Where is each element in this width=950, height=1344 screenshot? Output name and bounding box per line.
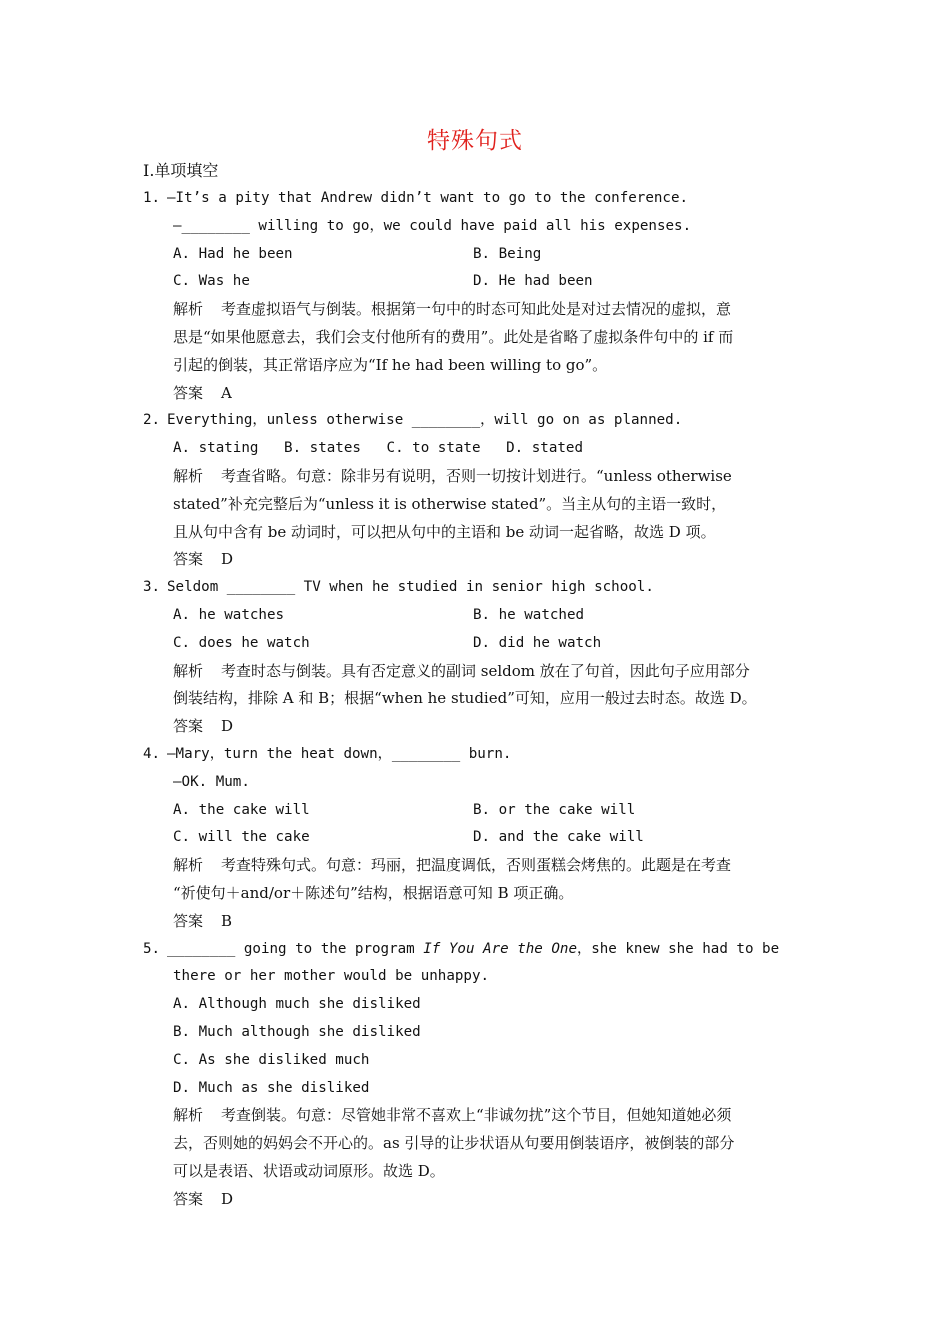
q5-explanation-3: 可以是表语、状语或动词原形。故选 D。 bbox=[173, 1161, 445, 1180]
q4-option-c: C. will the cake bbox=[173, 829, 310, 846]
page-title: 特殊句式 bbox=[427, 128, 523, 154]
question-list bbox=[143, 185, 823, 1213]
q1-option-d: D. He had been bbox=[473, 273, 593, 290]
analysis-label: 解析 bbox=[173, 1106, 204, 1125]
answer-label: 答案 bbox=[173, 717, 204, 736]
q3-options-ab bbox=[143, 602, 823, 630]
q3-option-c: C. does he watch bbox=[173, 634, 310, 651]
q5-explanation-2: 去，否则她的妈妈会不开心的。as 引导的让步状语从句要用倒装语序，被倒装的部分 bbox=[173, 1134, 735, 1153]
q2-options: A. stating B. states C. to state D. stated bbox=[173, 440, 583, 457]
q4-options-ab bbox=[143, 797, 823, 825]
answer-label: 答案 bbox=[173, 911, 204, 930]
q2-explanation-1: 解析 考查省略。句意：除非另有说明，否则一切按计划进行。“unless otherwise bbox=[143, 463, 823, 491]
q2-number: 2. bbox=[143, 412, 161, 429]
q5-stem-2: there or her mother would be unhappy. bbox=[173, 968, 490, 985]
q4-explanation-2: “祈使句＋and/or＋陈述句”结构，根据语意可知 B 项正确。 bbox=[173, 883, 574, 902]
q2-stem: 2. Everything，unless otherwise ________，will go on as planned. bbox=[143, 407, 823, 435]
q2-explanation-2: stated”补充完整后为“unless it is otherwise stated”。当主从句的主语一致时， bbox=[173, 494, 727, 513]
section-heading: I.单项填空 bbox=[143, 161, 219, 180]
q5-option-d: D. Much as she disliked bbox=[173, 1079, 370, 1096]
q3-option-d: D. did he watch bbox=[473, 634, 602, 651]
analysis-label: 解析 bbox=[173, 856, 204, 875]
q4-option-b: B. or the cake will bbox=[473, 801, 636, 818]
q3-number: 3. bbox=[143, 579, 161, 596]
q5-number: 5. bbox=[143, 940, 161, 957]
q1-explanation-3: 引起的倒装，其正常语序应为“If he had been willing to go”。 bbox=[173, 355, 608, 374]
q4-line2: —OK. Mum. bbox=[173, 773, 250, 790]
q3-option-a: A. he watches bbox=[173, 606, 285, 623]
q5-answer: 答案 D bbox=[143, 1186, 823, 1214]
q5-option-c: C. As she disliked much bbox=[173, 1051, 370, 1068]
answer-label: 答案 bbox=[173, 1189, 204, 1208]
analysis-label: 解析 bbox=[173, 300, 204, 319]
q4-option-a: A. the cake will bbox=[173, 801, 310, 818]
q1-line1: 1. —It’s a pity that Andrew didn’t want to go to the conference. bbox=[143, 185, 823, 213]
q2-explanation-3: 且从句中含有 be 动词时，可以把从句中的主语和 be 动词一起省略，故选 D 项。 bbox=[173, 522, 716, 541]
q3-options-cd bbox=[143, 630, 823, 658]
q4-options-cd bbox=[143, 824, 823, 852]
q1-explanation-1: 解析 考查虚拟语气与倒装。根据第一句中的时态可知此处是对过去情况的虚拟，意 bbox=[143, 296, 823, 324]
q4-option-d: D. and the cake will bbox=[473, 829, 644, 846]
q4-line1: 4. —Mary，turn the heat down，________ burn. bbox=[143, 741, 823, 769]
q4-explanation-1: 解析 考查特殊句式。句意：玛丽，把温度调低，否则蛋糕会烤焦的。此题是在考查 bbox=[143, 852, 823, 880]
q1-option-c: C. Was he bbox=[173, 273, 250, 290]
q5-explanation-1: 解析 考查倒装。句意：尽管她非常不喜欢上“非诚勿扰”这个节目，但她知道她必须 bbox=[143, 1102, 823, 1130]
q3-stem: 3. Seldom ________ TV when he studied in senior high school. bbox=[143, 574, 823, 602]
analysis-label: 解析 bbox=[173, 466, 204, 485]
q1-explanation-2: 思是“如果他愿意去，我们会支付他所有的费用”。此处是省略了虚拟条件句中的 if 而 bbox=[173, 327, 734, 346]
q5-option-a: A. Although much she disliked bbox=[173, 996, 421, 1013]
q3-explanation-2: 倒装结构，排除 A 和 B；根据“when he studied”可知，应用一般过去时态。故选 D。 bbox=[173, 689, 757, 708]
q3-answer: 答案 D bbox=[143, 713, 823, 741]
q5-stem: 5. ________ going to the program If You Are the One，she knew she had to be bbox=[143, 936, 823, 964]
answer-label: 答案 bbox=[173, 383, 204, 402]
q3-option-b: B. he watched bbox=[473, 606, 585, 623]
q2-answer: 答案 D bbox=[143, 546, 823, 574]
q4-number: 4. bbox=[143, 745, 161, 762]
answer-label: 答案 bbox=[173, 550, 204, 569]
program-title: If You Are the One bbox=[423, 940, 578, 957]
q1-options-ab bbox=[143, 241, 823, 269]
q1-line2: —________ willing to go，we could have paid all his expenses. bbox=[173, 217, 692, 234]
q3-explanation-1: 解析 考查时态与倒装。具有否定意义的副词 seldom 放在了句首，因此句子应用部分 bbox=[143, 658, 823, 686]
q4-answer: 答案 B bbox=[143, 908, 823, 936]
q1-option-b: B. Being bbox=[473, 245, 542, 262]
q1-number: 1. bbox=[143, 190, 161, 206]
q1-option-a: A. Had he been bbox=[173, 245, 293, 262]
analysis-label: 解析 bbox=[173, 661, 204, 680]
q1-options-cd bbox=[143, 268, 823, 296]
q1-answer: 答案 A bbox=[143, 380, 823, 408]
q5-option-b: B. Much although she disliked bbox=[173, 1023, 421, 1040]
